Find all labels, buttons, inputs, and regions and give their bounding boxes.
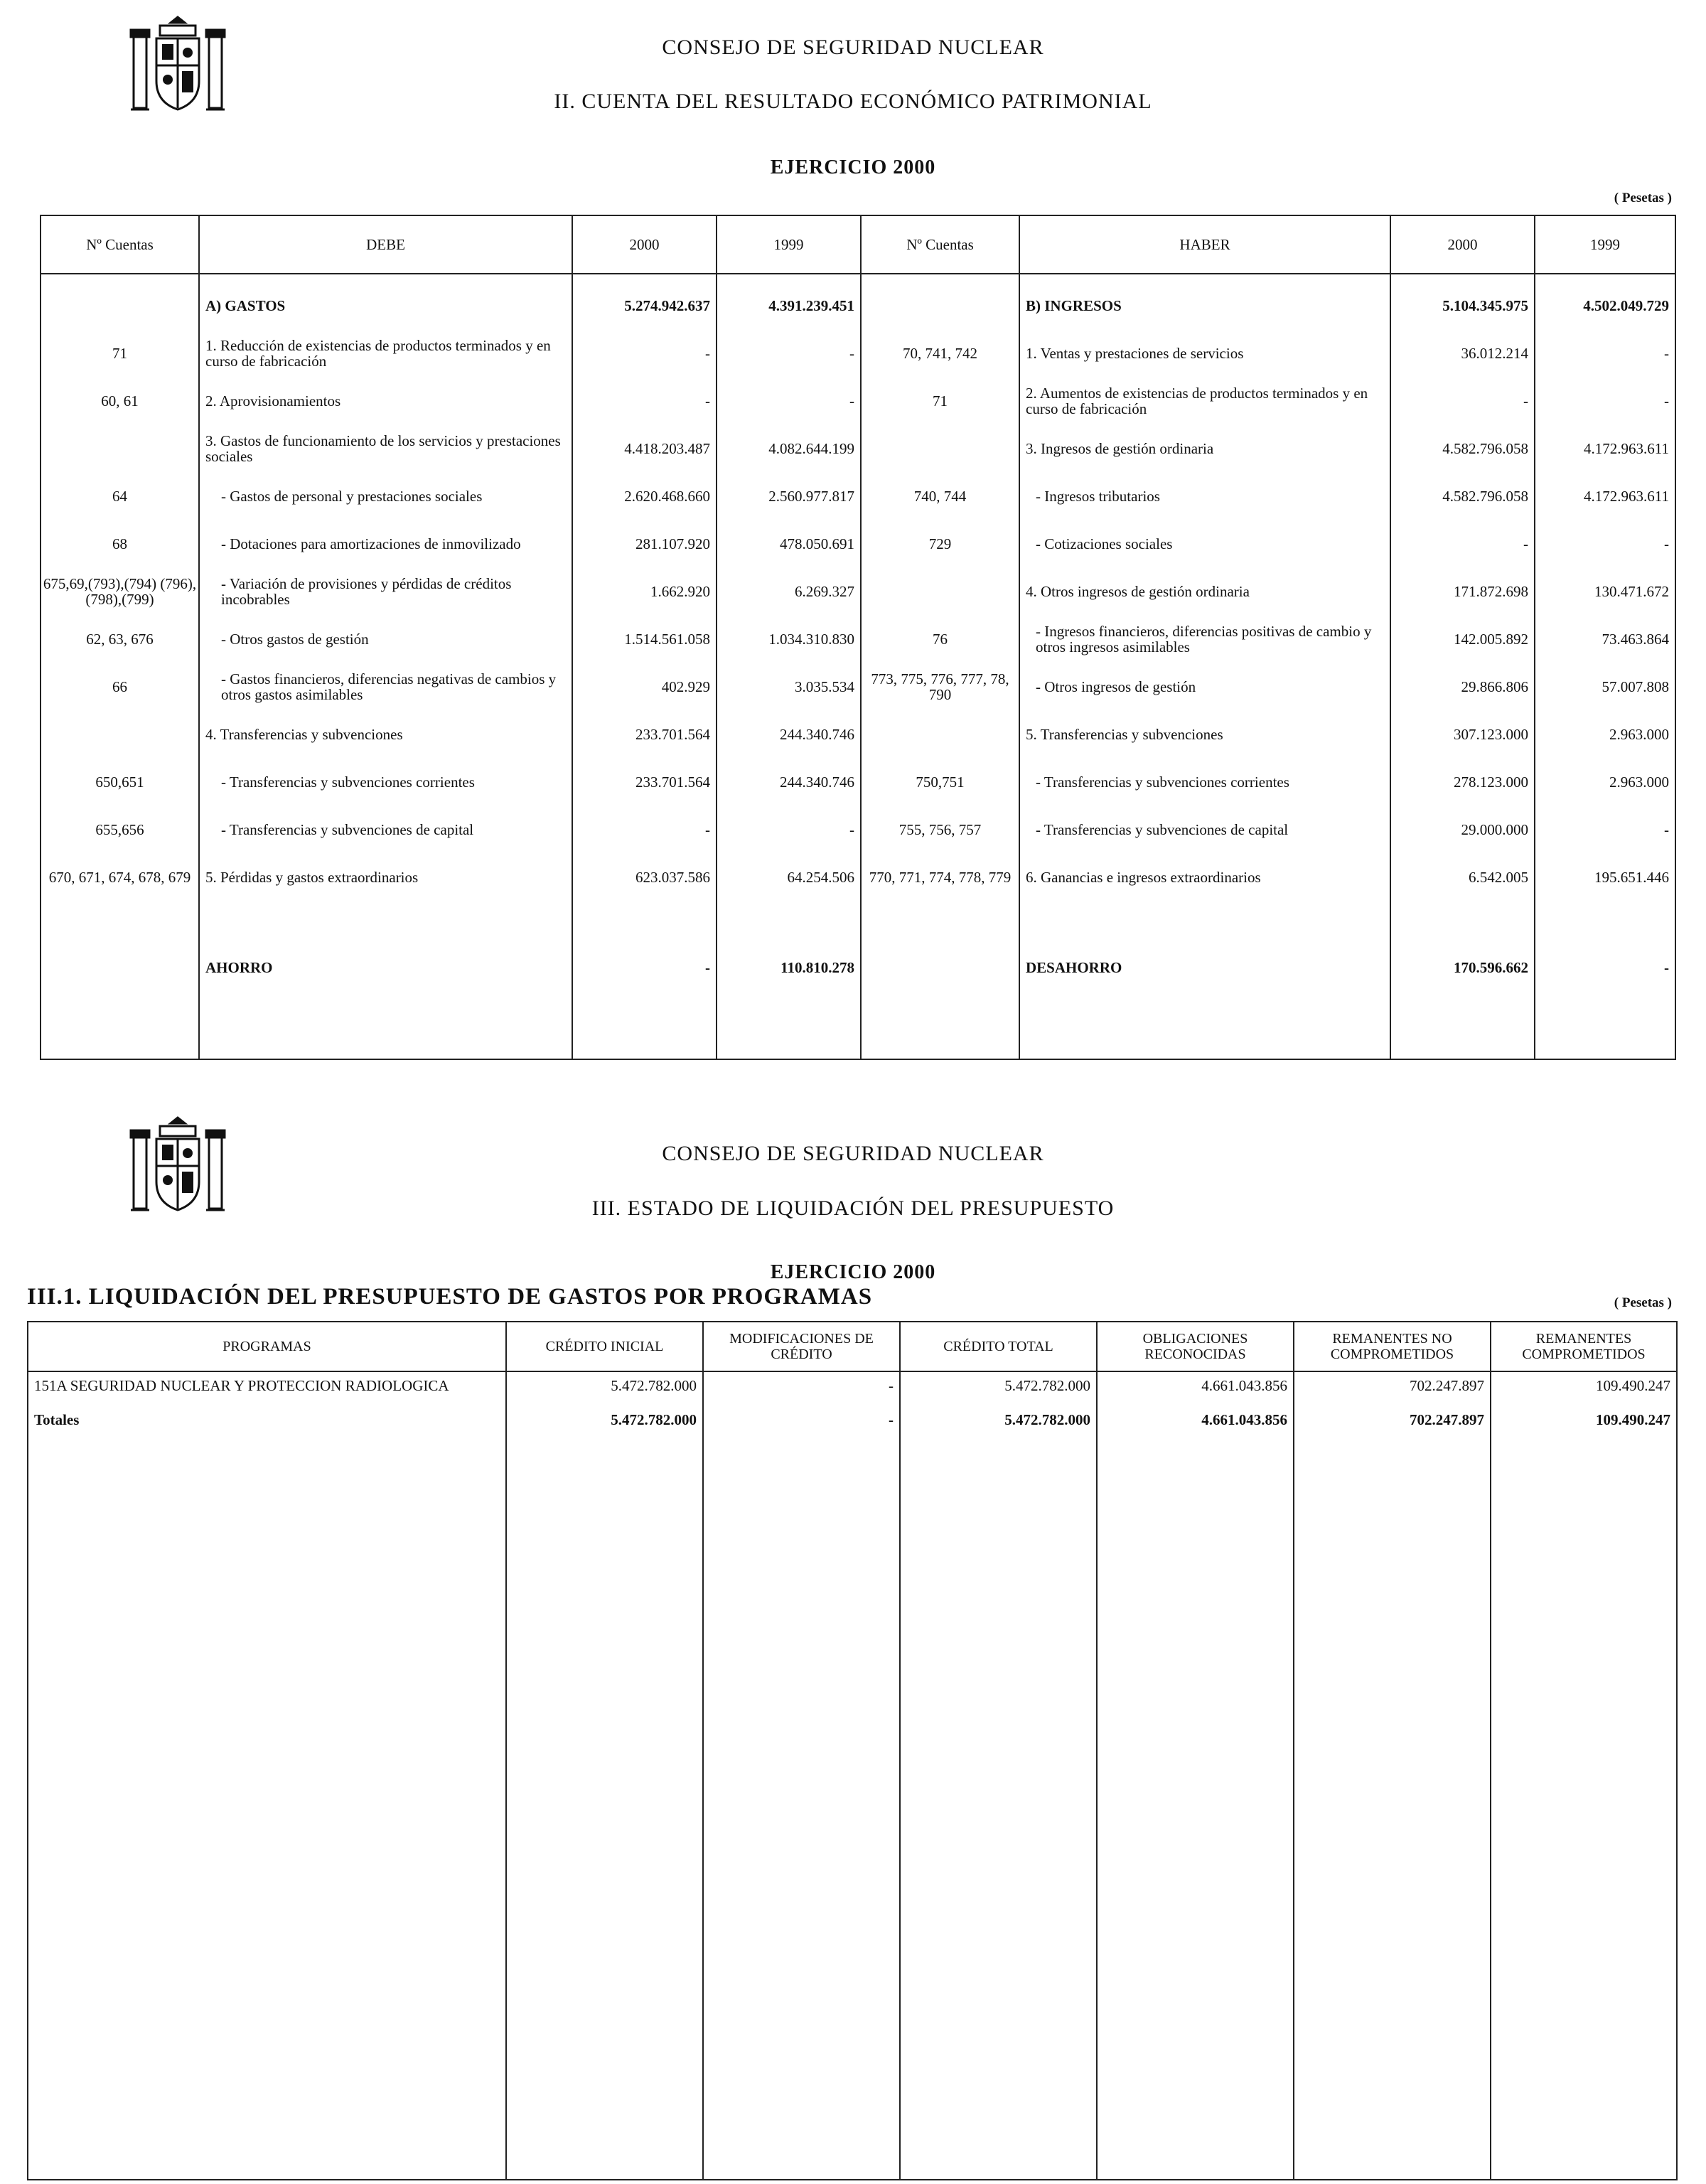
account-cell: 70, 741, 742 (861, 329, 1019, 377)
table-row (41, 805, 1675, 853)
credit-2000: 171.872.698 (1390, 567, 1535, 615)
credit-1999: - (1535, 329, 1675, 377)
recognized-obligations: 4.661.043.856 (1097, 1412, 1294, 1436)
col-header: CRÉDITO INICIAL (506, 1322, 703, 1371)
debit-1999: 244.340.746 (717, 710, 861, 758)
debit-2000: 281.107.920 (572, 520, 717, 567)
table-row (41, 472, 1675, 520)
debit-1999: 4.391.239.451 (717, 274, 861, 329)
table-row (41, 663, 1675, 710)
col-header: 1999 (1535, 215, 1675, 274)
debit-description: 2. Aprovisionamientos (199, 377, 572, 424)
debit-1999: 4.082.644.199 (717, 424, 861, 472)
credit-2000: 142.005.892 (1390, 615, 1535, 663)
account-cell: 655,656 (41, 805, 199, 853)
debit-2000: 4.418.203.487 (572, 424, 717, 472)
savings-2000: - (572, 943, 717, 991)
account-cell: 770, 771, 774, 778, 779 (861, 853, 1019, 901)
total-credit: 5.472.782.000 (900, 1412, 1097, 1436)
currency-units: ( Pesetas ) (1614, 191, 1672, 205)
credit-modifications: - (703, 1412, 900, 1436)
account-cell (41, 943, 199, 991)
debit-description: - Variación de provisiones y pérdidas de créditos incobrables (199, 567, 572, 615)
table-row (41, 424, 1675, 472)
debit-description: - Otros gastos de gestión (199, 615, 572, 663)
account-cell: 76 (861, 615, 1019, 663)
account-cell: 62, 63, 676 (41, 615, 199, 663)
totals-label: Totales (28, 1412, 506, 1436)
col-header: 2000 (572, 215, 717, 274)
debit-1999: 64.254.506 (717, 853, 861, 901)
credit-description: - Cotizaciones sociales (1019, 520, 1390, 567)
table-row (41, 615, 1675, 663)
table-row (28, 1436, 1677, 2180)
statement-title: III. ESTADO DE LIQUIDACIÓN DEL PRESUPUESTO (591, 1197, 1115, 1220)
credit-2000: 29.866.806 (1390, 663, 1535, 710)
credit-2000: 307.123.000 (1390, 710, 1535, 758)
table-row (41, 567, 1675, 615)
credit-2000: 6.542.005 (1390, 853, 1535, 901)
debit-description: 5. Pérdidas y gastos extraordinarios (199, 853, 572, 901)
account-cell: 64 (41, 472, 199, 520)
debit-description: - Gastos de personal y prestaciones sociales (199, 472, 572, 520)
account-cell: 729 (861, 520, 1019, 567)
col-header: DEBE (199, 215, 572, 274)
table-row (41, 991, 1675, 1059)
debit-description: A) GASTOS (199, 274, 572, 329)
credit-1999: - (1535, 520, 1675, 567)
savings-1999: 110.810.278 (717, 943, 861, 991)
debit-1999: - (717, 805, 861, 853)
credit-1999: 2.963.000 (1535, 710, 1675, 758)
account-cell: 71 (861, 377, 1019, 424)
credit-description: 3. Ingresos de gestión ordinaria (1019, 424, 1390, 472)
debit-2000: 233.701.564 (572, 710, 717, 758)
col-header: CRÉDITO TOTAL (900, 1322, 1097, 1371)
account-cell: 740, 744 (861, 472, 1019, 520)
committed-remainder: 109.490.247 (1491, 1371, 1677, 1412)
dissavings-label: DESAHORRO (1019, 943, 1390, 991)
table-row (41, 853, 1675, 901)
credit-1999: 73.463.864 (1535, 615, 1675, 663)
debit-1999: 6.269.327 (717, 567, 861, 615)
account-cell (861, 424, 1019, 472)
account-cell: 773, 775, 776, 777, 78, 790 (861, 663, 1019, 710)
col-header: 1999 (717, 215, 861, 274)
credit-description: - Transferencias y subvenciones corrientes (1019, 758, 1390, 805)
debit-2000: 402.929 (572, 663, 717, 710)
account-cell: 66 (41, 663, 199, 710)
debit-description: 3. Gastos de funcionamiento de los servicios y prestaciones sociales (199, 424, 572, 472)
initial-credit: 5.472.782.000 (506, 1371, 703, 1412)
recognized-obligations: 4.661.043.856 (1097, 1371, 1294, 1412)
statement-title: II. CUENTA DEL RESULTADO ECONÓMICO PATRIMONIAL (554, 90, 1152, 113)
table-header-row (41, 215, 1675, 274)
organization-title: CONSEJO DE SEGURIDAD NUCLEAR (662, 36, 1044, 59)
debit-1999: 3.035.534 (717, 663, 861, 710)
uncommitted-remainder: 702.247.897 (1294, 1371, 1491, 1412)
credit-1999: 2.963.000 (1535, 758, 1675, 805)
col-header: Nº Cuentas (41, 215, 199, 274)
debit-description: - Dotaciones para amortizaciones de inmovilizado (199, 520, 572, 567)
debit-2000: 5.274.942.637 (572, 274, 717, 329)
table-row (41, 943, 1675, 991)
debit-2000: 233.701.564 (572, 758, 717, 805)
col-header: 2000 (1390, 215, 1535, 274)
debit-description: 1. Reducción de existencias de productos terminados y en curso de fabricación (199, 329, 572, 377)
account-cell: 71 (41, 329, 199, 377)
table-row (41, 274, 1675, 329)
currency-units: ( Pesetas ) (1614, 1295, 1672, 1310)
col-header: PROGRAMAS (28, 1322, 506, 1371)
credit-description: 6. Ganancias e ingresos extraordinarios (1019, 853, 1390, 901)
credit-2000: 5.104.345.975 (1390, 274, 1535, 329)
credit-2000: 4.582.796.058 (1390, 472, 1535, 520)
account-cell (41, 274, 199, 329)
account-cell: 755, 756, 757 (861, 805, 1019, 853)
table-header-row (28, 1322, 1677, 1371)
fiscal-year: EJERCICIO 2000 (770, 156, 936, 178)
credit-1999: - (1535, 805, 1675, 853)
credit-description: - Ingresos financieros, diferencias positivas de cambio y otros ingresos asimilables (1019, 615, 1390, 663)
income-statement-table (40, 215, 1676, 1060)
account-cell (41, 424, 199, 472)
col-header: MODIFICACIONES DE CRÉDITO (703, 1322, 900, 1371)
table-row (41, 329, 1675, 377)
debit-1999: 2.560.977.817 (717, 472, 861, 520)
credit-description: 2. Aumentos de existencias de productos terminados y en curso de fabricación (1019, 377, 1390, 424)
account-cell: 750,751 (861, 758, 1019, 805)
credit-1999: 4.172.963.611 (1535, 472, 1675, 520)
debit-2000: 1.662.920 (572, 567, 717, 615)
debit-1999: - (717, 377, 861, 424)
debit-1999: - (717, 329, 861, 377)
col-header: Nº Cuentas (861, 215, 1019, 274)
credit-2000: 36.012.214 (1390, 329, 1535, 377)
credit-2000: 4.582.796.058 (1390, 424, 1535, 472)
debit-description: - Transferencias y subvenciones corrientes (199, 758, 572, 805)
credit-modifications: - (703, 1371, 900, 1412)
credit-description: - Ingresos tributarios (1019, 472, 1390, 520)
uncommitted-remainder: 702.247.897 (1294, 1412, 1491, 1436)
credit-description: - Otros ingresos de gestión (1019, 663, 1390, 710)
credit-1999: 4.502.049.729 (1535, 274, 1675, 329)
account-cell: 68 (41, 520, 199, 567)
savings-label: AHORRO (199, 943, 572, 991)
credit-description: 1. Ventas y prestaciones de servicios (1019, 329, 1390, 377)
credit-1999: 195.651.446 (1535, 853, 1675, 901)
section-title: III.1. LIQUIDACIÓN DEL PRESUPUESTO DE GASTOS POR PROGRAMAS (27, 1284, 873, 1310)
table-row (41, 710, 1675, 758)
debit-1999: 478.050.691 (717, 520, 861, 567)
credit-2000: 29.000.000 (1390, 805, 1535, 853)
credit-2000: 278.123.000 (1390, 758, 1535, 805)
col-header: OBLIGACIONES RECONOCIDAS (1097, 1322, 1294, 1371)
table-row (41, 901, 1675, 943)
table-row (41, 377, 1675, 424)
debit-description: 4. Transferencias y subvenciones (199, 710, 572, 758)
budget-liquidation-table (27, 1321, 1678, 2180)
initial-credit: 5.472.782.000 (506, 1412, 703, 1436)
credit-description: 4. Otros ingresos de gestión ordinaria (1019, 567, 1390, 615)
account-cell (861, 943, 1019, 991)
account-cell: 650,651 (41, 758, 199, 805)
account-cell (41, 710, 199, 758)
totals-row (28, 1412, 1677, 1436)
debit-1999: 244.340.746 (717, 758, 861, 805)
debit-description: - Gastos financieros, diferencias negativas de cambios y otros gastos asimilables (199, 663, 572, 710)
debit-2000: - (572, 805, 717, 853)
credit-description: 5. Transferencias y subvenciones (1019, 710, 1390, 758)
dissavings-2000: 170.596.662 (1390, 943, 1535, 991)
debit-1999: 1.034.310.830 (717, 615, 861, 663)
table-row (28, 1371, 1677, 1412)
account-cell (861, 274, 1019, 329)
table-row (41, 758, 1675, 805)
debit-2000: 1.514.561.058 (572, 615, 717, 663)
account-cell (861, 567, 1019, 615)
table-row (41, 520, 1675, 567)
col-header: REMANENTES NO COMPROMETIDOS (1294, 1322, 1491, 1371)
credit-1999: 4.172.963.611 (1535, 424, 1675, 472)
total-credit: 5.472.782.000 (900, 1371, 1097, 1412)
fiscal-year: EJERCICIO 2000 (770, 1261, 936, 1283)
account-cell: 675,69,(793),(794) (796),(798),(799) (41, 567, 199, 615)
dissavings-1999: - (1535, 943, 1675, 991)
credit-1999: - (1535, 377, 1675, 424)
debit-2000: 623.037.586 (572, 853, 717, 901)
account-cell: 670, 671, 674, 678, 679 (41, 853, 199, 901)
debit-description: - Transferencias y subvenciones de capital (199, 805, 572, 853)
credit-2000: - (1390, 520, 1535, 567)
program-name: 151A SEGURIDAD NUCLEAR Y PROTECCION RADIOLOGICA (28, 1371, 506, 1412)
credit-description: B) INGRESOS (1019, 274, 1390, 329)
account-cell (861, 710, 1019, 758)
credit-description: - Transferencias y subvenciones de capital (1019, 805, 1390, 853)
credit-1999: 130.471.672 (1535, 567, 1675, 615)
col-header: HABER (1019, 215, 1390, 274)
debit-2000: - (572, 329, 717, 377)
credit-1999: 57.007.808 (1535, 663, 1675, 710)
debit-2000: 2.620.468.660 (572, 472, 717, 520)
credit-2000: - (1390, 377, 1535, 424)
organization-title: CONSEJO DE SEGURIDAD NUCLEAR (662, 1142, 1044, 1165)
account-cell: 60, 61 (41, 377, 199, 424)
debit-2000: - (572, 377, 717, 424)
committed-remainder: 109.490.247 (1491, 1412, 1677, 1436)
col-header: REMANENTES COMPROMETIDOS (1491, 1322, 1677, 1371)
